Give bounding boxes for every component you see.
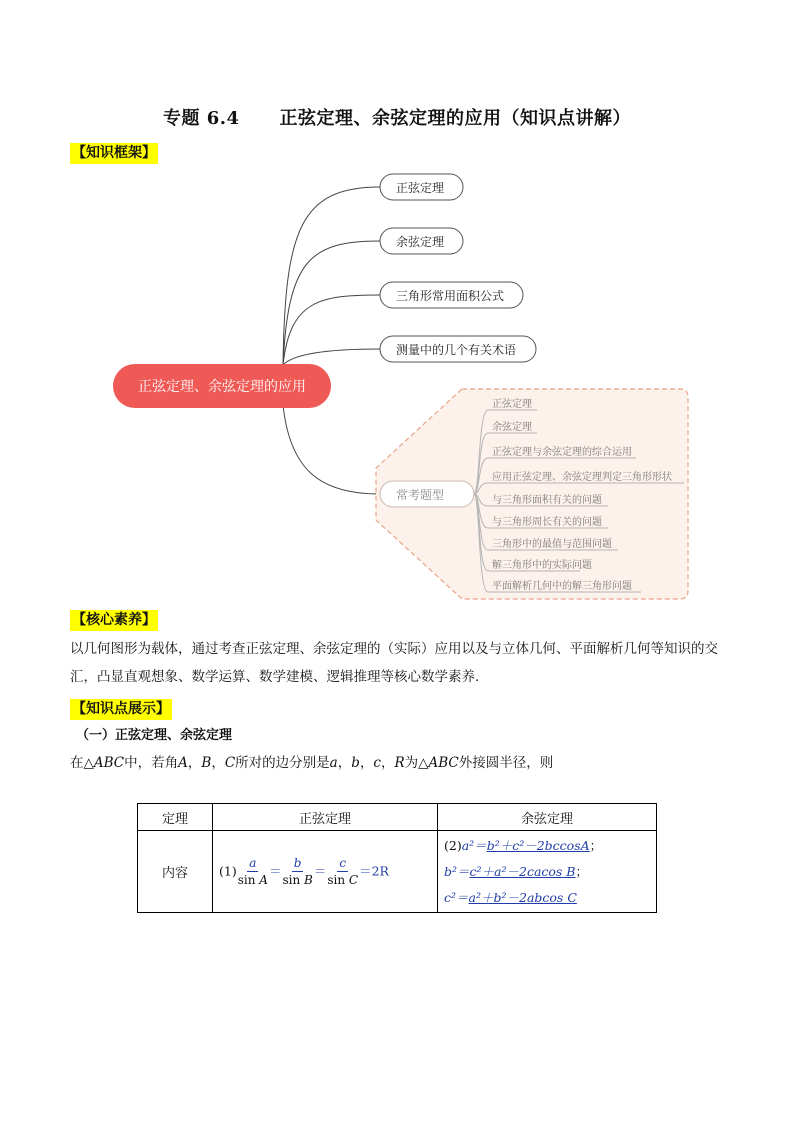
group-item-7: 三角形中的最值与范围问题 <box>492 539 612 550</box>
cosine-line-1: (2)a²＝b²＋c²－2bccosA； <box>444 837 603 853</box>
group-item-5: 与三角形面积有关的问题 <box>492 495 602 506</box>
sine-result: ＝2R <box>359 863 389 878</box>
group-item-6: 与三角形周长有关的问题 <box>492 517 602 528</box>
branch-label-1: 正弦定理 <box>396 181 445 195</box>
mindmap-connectors <box>283 187 380 494</box>
subheading: （一）正弦定理、余弦定理 <box>76 728 233 743</box>
header-cosine: 余弦定理 <box>438 804 657 831</box>
connector-3 <box>283 295 380 365</box>
group-label: 常考题型 <box>396 488 445 502</box>
group-item-4: 应用正弦定理、余弦定理判定三角形形状 <box>492 472 672 483</box>
group-item-8: 解三角形中的实际问题 <box>492 560 592 571</box>
intro-sentence: 在△ABC中，若角A，B，C所对的边分别是a，b，c，R为△ABC外接圆半径，则 <box>70 755 554 771</box>
table-header-row <box>138 804 657 831</box>
section-framework-tag: 【知识框架】 <box>70 143 158 164</box>
sine-law-cell: (1) $\frac{a}{\text{sin A}}$ ＝ $\frac{b}{\text{sin B}}$ ＝ $\frac{c}{\text{sin C}}$ ＝2R <box>213 831 438 913</box>
theorem-table <box>137 803 657 913</box>
cosine-law-cell <box>438 831 657 913</box>
group-item-2: 余弦定理 <box>492 422 532 433</box>
literacy-paragraph: 以几何图形为载体，通过考查正弦定理、余弦定理的（实际）应用以及与立体几何、平面解析几何等知识的交汇，凸显直观想象、数学运算、数学建模、逻辑推理等核心数学素养. <box>70 641 718 685</box>
connector-2 <box>283 241 380 365</box>
fraction-a: $\frac{a}{\text{sin A}}$ <box>237 855 268 887</box>
title-text: 正弦定理、余弦定理的应用（知识点讲解） <box>279 108 632 129</box>
section-display-tag: 【知识点展示】 <box>70 699 172 720</box>
table-content-row <box>138 831 657 913</box>
branch-label-4: 测量中的几个有关术语 <box>396 343 517 357</box>
center-label: 正弦定理、余弦定理的应用 <box>138 379 306 395</box>
title-number: 专题 6.4 <box>162 108 240 129</box>
fraction-c: $\frac{c}{\text{sin C}}$ <box>327 855 359 887</box>
group-item-9: 平面解析几何中的解三角形问题 <box>492 581 632 592</box>
header-sine: 正弦定理 <box>213 804 438 831</box>
connector-5 <box>283 405 380 494</box>
row-label: 内容 <box>138 831 213 913</box>
branch-label-3: 三角形常用面积公式 <box>396 289 505 303</box>
group-item-3: 正弦定理与余弦定理的综合运用 <box>492 447 632 458</box>
group-item-1: 正弦定理 <box>492 399 532 410</box>
cosine-line-2: b²＝c²＋a²－2cacos B； <box>444 863 589 879</box>
connector-1 <box>283 187 380 365</box>
branch-label-2: 余弦定理 <box>396 235 445 249</box>
connector-4 <box>283 349 380 365</box>
section-literacy-tag: 【核心素养】 <box>70 610 158 631</box>
cosine-line-3: c²＝a²＋b²－2abcos C <box>444 889 577 905</box>
fraction-b: $\frac{b}{\text{sin B}}$ <box>282 855 313 887</box>
header-theorem: 定理 <box>138 804 213 831</box>
